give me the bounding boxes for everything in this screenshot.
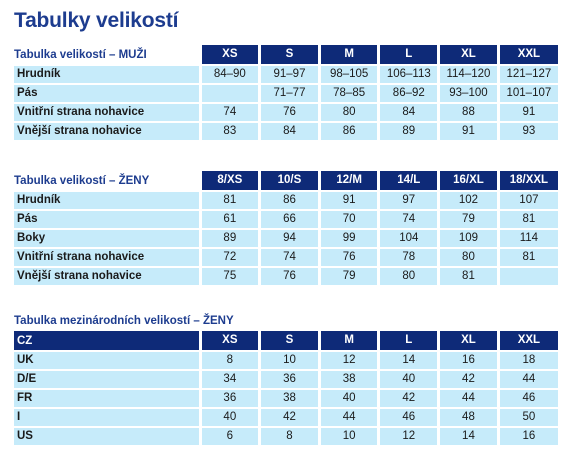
cell-value: 86 — [319, 122, 379, 140]
cell-value: 42 — [439, 370, 499, 389]
cell-value: 76 — [260, 103, 320, 122]
table-row — [14, 267, 558, 285]
cell-value: 42 — [379, 389, 439, 408]
cell-value: 46 — [498, 389, 558, 408]
cell-value: 16 — [498, 427, 558, 445]
cell-value: 70 — [319, 210, 379, 229]
cell-value: 40 — [319, 389, 379, 408]
table-row — [14, 248, 558, 267]
cell-value: 84 — [260, 122, 320, 140]
row-label: Pás — [14, 210, 200, 229]
men-size-header: M — [319, 45, 379, 65]
cell-value: 93–100 — [439, 84, 499, 103]
cell-value: 14 — [379, 351, 439, 370]
cell-value: 121–127 — [498, 65, 558, 84]
cell-value: 94 — [260, 229, 320, 248]
row-label: D/E — [14, 370, 200, 389]
men-size-header: XXL — [498, 45, 558, 65]
intl-size-table — [14, 331, 558, 445]
page-title: Tabulky velikostí — [14, 9, 179, 32]
cell-value: 104 — [379, 229, 439, 248]
cell-value: 36 — [260, 370, 320, 389]
table-row — [14, 122, 558, 140]
table-row — [14, 427, 558, 445]
table-row — [14, 370, 558, 389]
row-label: Pás — [14, 84, 200, 103]
intl-corner-header: CZ — [14, 331, 200, 351]
women-size-header: 14/L — [379, 171, 439, 191]
intl-size-header: M — [319, 331, 379, 351]
men-size-header: XL — [439, 45, 499, 65]
cell-value: 83 — [200, 122, 260, 140]
cell-value: 97 — [379, 191, 439, 210]
intl-size-header: XXL — [498, 331, 558, 351]
cell-value: 66 — [260, 210, 320, 229]
row-label: UK — [14, 351, 200, 370]
table-row — [14, 229, 558, 248]
cell-value: 91 — [319, 191, 379, 210]
cell-value: 40 — [379, 370, 439, 389]
cell-value: 10 — [319, 427, 379, 445]
cell-value: 76 — [319, 248, 379, 267]
table-row — [14, 84, 558, 103]
cell-value: 89 — [200, 229, 260, 248]
cell-value: 18 — [498, 351, 558, 370]
table-row — [14, 103, 558, 122]
row-label: Vnitřní strana nohavice — [14, 103, 200, 122]
cell-value: 80 — [379, 267, 439, 285]
cell-value: 40 — [200, 408, 260, 427]
table-row — [14, 210, 558, 229]
cell-value: 79 — [439, 210, 499, 229]
cell-value: 93 — [498, 122, 558, 140]
cell-value: 80 — [439, 248, 499, 267]
cell-value: 84 — [379, 103, 439, 122]
cell-value: 74 — [200, 103, 260, 122]
row-label: Boky — [14, 229, 200, 248]
cell-value: 50 — [498, 408, 558, 427]
women-size-header: 8/XS — [200, 171, 260, 191]
cell-value: 48 — [439, 408, 499, 427]
women-size-table — [14, 171, 558, 285]
men-size-header: XS — [200, 45, 260, 65]
cell-value: 44 — [319, 408, 379, 427]
cell-value: 46 — [379, 408, 439, 427]
row-label: Hrudník — [14, 191, 200, 210]
intl-table-caption: Tabulka mezinárodních velikostí – ŽENY — [14, 315, 234, 327]
cell-value: 102 — [439, 191, 499, 210]
cell-value: 107 — [498, 191, 558, 210]
cell-value: 8 — [260, 427, 320, 445]
cell-value: 81 — [439, 267, 499, 285]
row-label: Vnější strana nohavice — [14, 267, 200, 285]
cell-value: 114 — [498, 229, 558, 248]
cell-value: 74 — [260, 248, 320, 267]
intl-size-header: XL — [439, 331, 499, 351]
row-label: Vnitřní strana nohavice — [14, 248, 200, 267]
cell-value: 44 — [498, 370, 558, 389]
table-row — [14, 408, 558, 427]
cell-value: 8 — [200, 351, 260, 370]
cell-value: 91 — [439, 122, 499, 140]
cell-value: 106–113 — [379, 65, 439, 84]
men-size-header: L — [379, 45, 439, 65]
cell-value — [200, 84, 260, 103]
cell-value: 12 — [379, 427, 439, 445]
table-row — [14, 65, 558, 84]
men-size-table — [14, 45, 558, 140]
cell-value: 16 — [439, 351, 499, 370]
cell-value: 101–107 — [498, 84, 558, 103]
cell-value: 74 — [379, 210, 439, 229]
intl-size-header: XS — [200, 331, 260, 351]
women-table-caption: Tabulka velikostí – ŽENY — [14, 171, 200, 191]
cell-value: 12 — [319, 351, 379, 370]
cell-value: 38 — [319, 370, 379, 389]
cell-value: 79 — [319, 267, 379, 285]
cell-value: 6 — [200, 427, 260, 445]
intl-size-header: S — [260, 331, 320, 351]
cell-value: 78–85 — [319, 84, 379, 103]
row-label: US — [14, 427, 200, 445]
cell-value: 36 — [200, 389, 260, 408]
women-size-header: 12/M — [319, 171, 379, 191]
row-label: Vnější strana nohavice — [14, 122, 200, 140]
table-row — [14, 191, 558, 210]
cell-value: 61 — [200, 210, 260, 229]
cell-value: 84–90 — [200, 65, 260, 84]
cell-value: 99 — [319, 229, 379, 248]
row-label: Hrudník — [14, 65, 200, 84]
women-size-header: 16/XL — [439, 171, 499, 191]
cell-value: 109 — [439, 229, 499, 248]
cell-value: 78 — [379, 248, 439, 267]
table-row — [14, 351, 558, 370]
cell-value: 80 — [319, 103, 379, 122]
cell-value: 81 — [498, 248, 558, 267]
cell-value: 10 — [260, 351, 320, 370]
cell-value: 81 — [200, 191, 260, 210]
cell-value: 81 — [498, 210, 558, 229]
cell-value: 71–77 — [260, 84, 320, 103]
intl-size-header: L — [379, 331, 439, 351]
cell-value: 86 — [260, 191, 320, 210]
cell-value: 91 — [498, 103, 558, 122]
cell-value: 38 — [260, 389, 320, 408]
cell-value: 88 — [439, 103, 499, 122]
row-label: FR — [14, 389, 200, 408]
cell-value: 114–120 — [439, 65, 499, 84]
men-table-caption: Tabulka velikostí – MUŽI — [14, 45, 200, 65]
men-size-header: S — [260, 45, 320, 65]
cell-value: 42 — [260, 408, 320, 427]
cell-value: 76 — [260, 267, 320, 285]
row-label: I — [14, 408, 200, 427]
cell-value: 86–92 — [379, 84, 439, 103]
cell-value: 98–105 — [319, 65, 379, 84]
cell-value: 14 — [439, 427, 499, 445]
cell-value: 72 — [200, 248, 260, 267]
cell-value — [498, 267, 558, 285]
cell-value: 34 — [200, 370, 260, 389]
cell-value: 91–97 — [260, 65, 320, 84]
women-size-header: 18/XXL — [498, 171, 558, 191]
table-row — [14, 389, 558, 408]
cell-value: 89 — [379, 122, 439, 140]
women-size-header: 10/S — [260, 171, 320, 191]
cell-value: 44 — [439, 389, 499, 408]
cell-value: 75 — [200, 267, 260, 285]
